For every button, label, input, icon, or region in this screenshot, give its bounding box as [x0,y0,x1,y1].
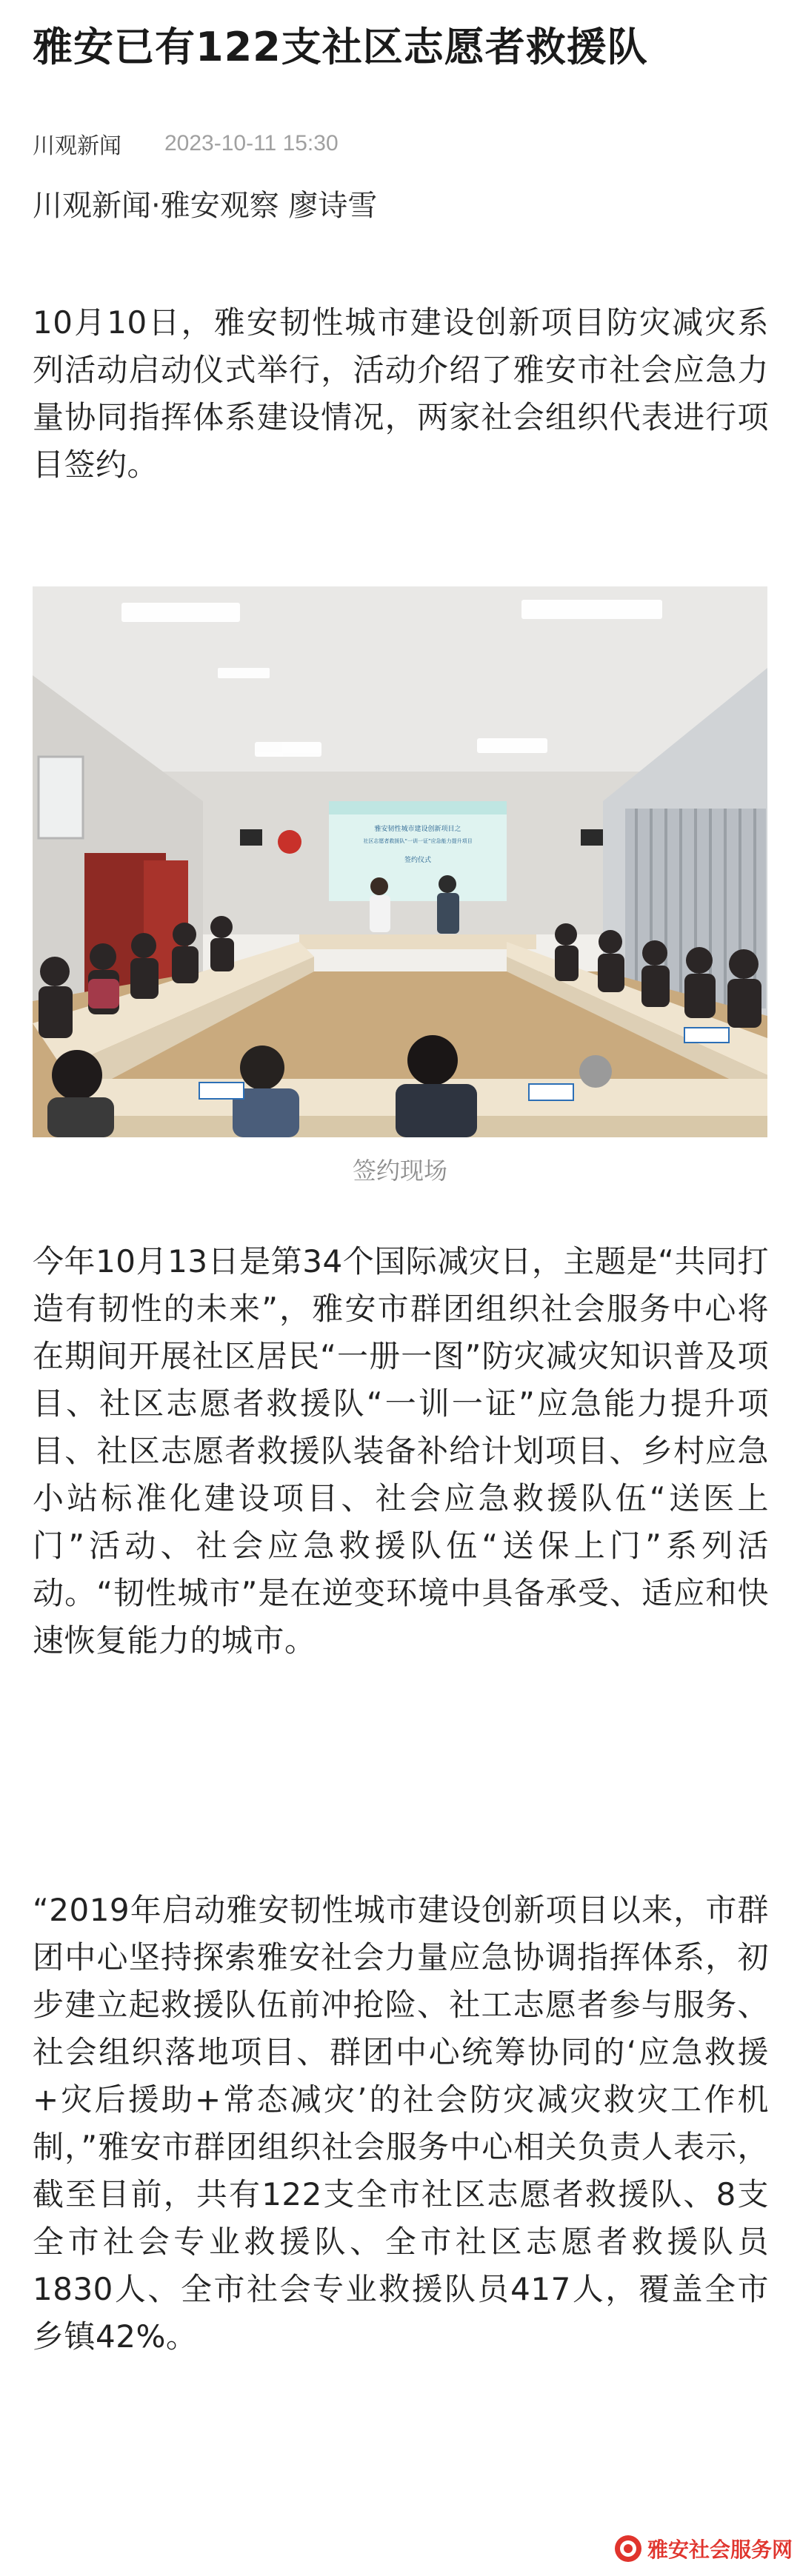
watermark [613,2528,793,2569]
screen-subtitle: 签约仪式 [404,857,432,864]
watermark-logo-icon [613,2534,643,2563]
article-title: 雅安已有122支社区志愿者救援队 [33,24,648,70]
paragraph-2: 今年10月13日是第34个国际减灾日，主题是“共同打造有韧性的未来”，雅安市群团组织社会服务中心将在期间开展社区居民“一册一图”防灾减灾知识普及项目、社区志愿者救援队“一训一证”应急能力提升项目、社区志愿者救援队装备补给计划项目、乡村应急小站标准化建设项目、社会应急救援队伍“送医上门”活动、社会应急救援队伍“送保上门”系列活动。“韧性城市”是在逆变环境中具备承受、适应和快速恢复能力的城市。 [33,1243,769,1659]
article-photo[interactable] [33,586,767,1137]
paragraph-3: “2019年启动雅安韧性城市建设创新项目以来，市群团中心坚持探索雅安社会力量应急协调指挥体系，初步建立起救援队伍前冲抢险、社工志愿者参与服务、社会组织落地项目、群团中心统筹协同的‘应急救援+灾后援助+常态减灾’的社会防灾减灾救灾工作机制，”雅安市群团组织社会服务中心相关负责人表示，截至目前，共有122支全市社区志愿者救援队、8支全市社会专业救援队、全市社区志愿者救援队员1830人、全市社会专业救援队员417人，覆盖全市乡镇42%。 [33,1892,769,2355]
article-meta [33,127,339,160]
screen-title-line2: 社区志愿者救援队“一训一证”应急能力提升项目 [363,838,473,844]
byline: 川观新闻·雅安观察 廖诗雪 [33,189,378,223]
watermark-text: 雅安社会服务网 [647,2537,793,2562]
source-link[interactable]: 川观新闻 [33,133,121,159]
publish-datetime: 2023-10-11 15:30 [164,131,339,155]
paragraph-1: 10月10日，雅安韧性城市建设创新项目防灾减灾系列活动启动仪式举行，活动介绍了雅安市社会应急力量协同指挥体系建设情况，两家社会组织代表进行项目签约。 [33,304,769,483]
screen-title-line1: 雅安韧性城市建设创新项目之 [374,826,461,833]
photo-caption: 签约现场 [352,1157,447,1185]
